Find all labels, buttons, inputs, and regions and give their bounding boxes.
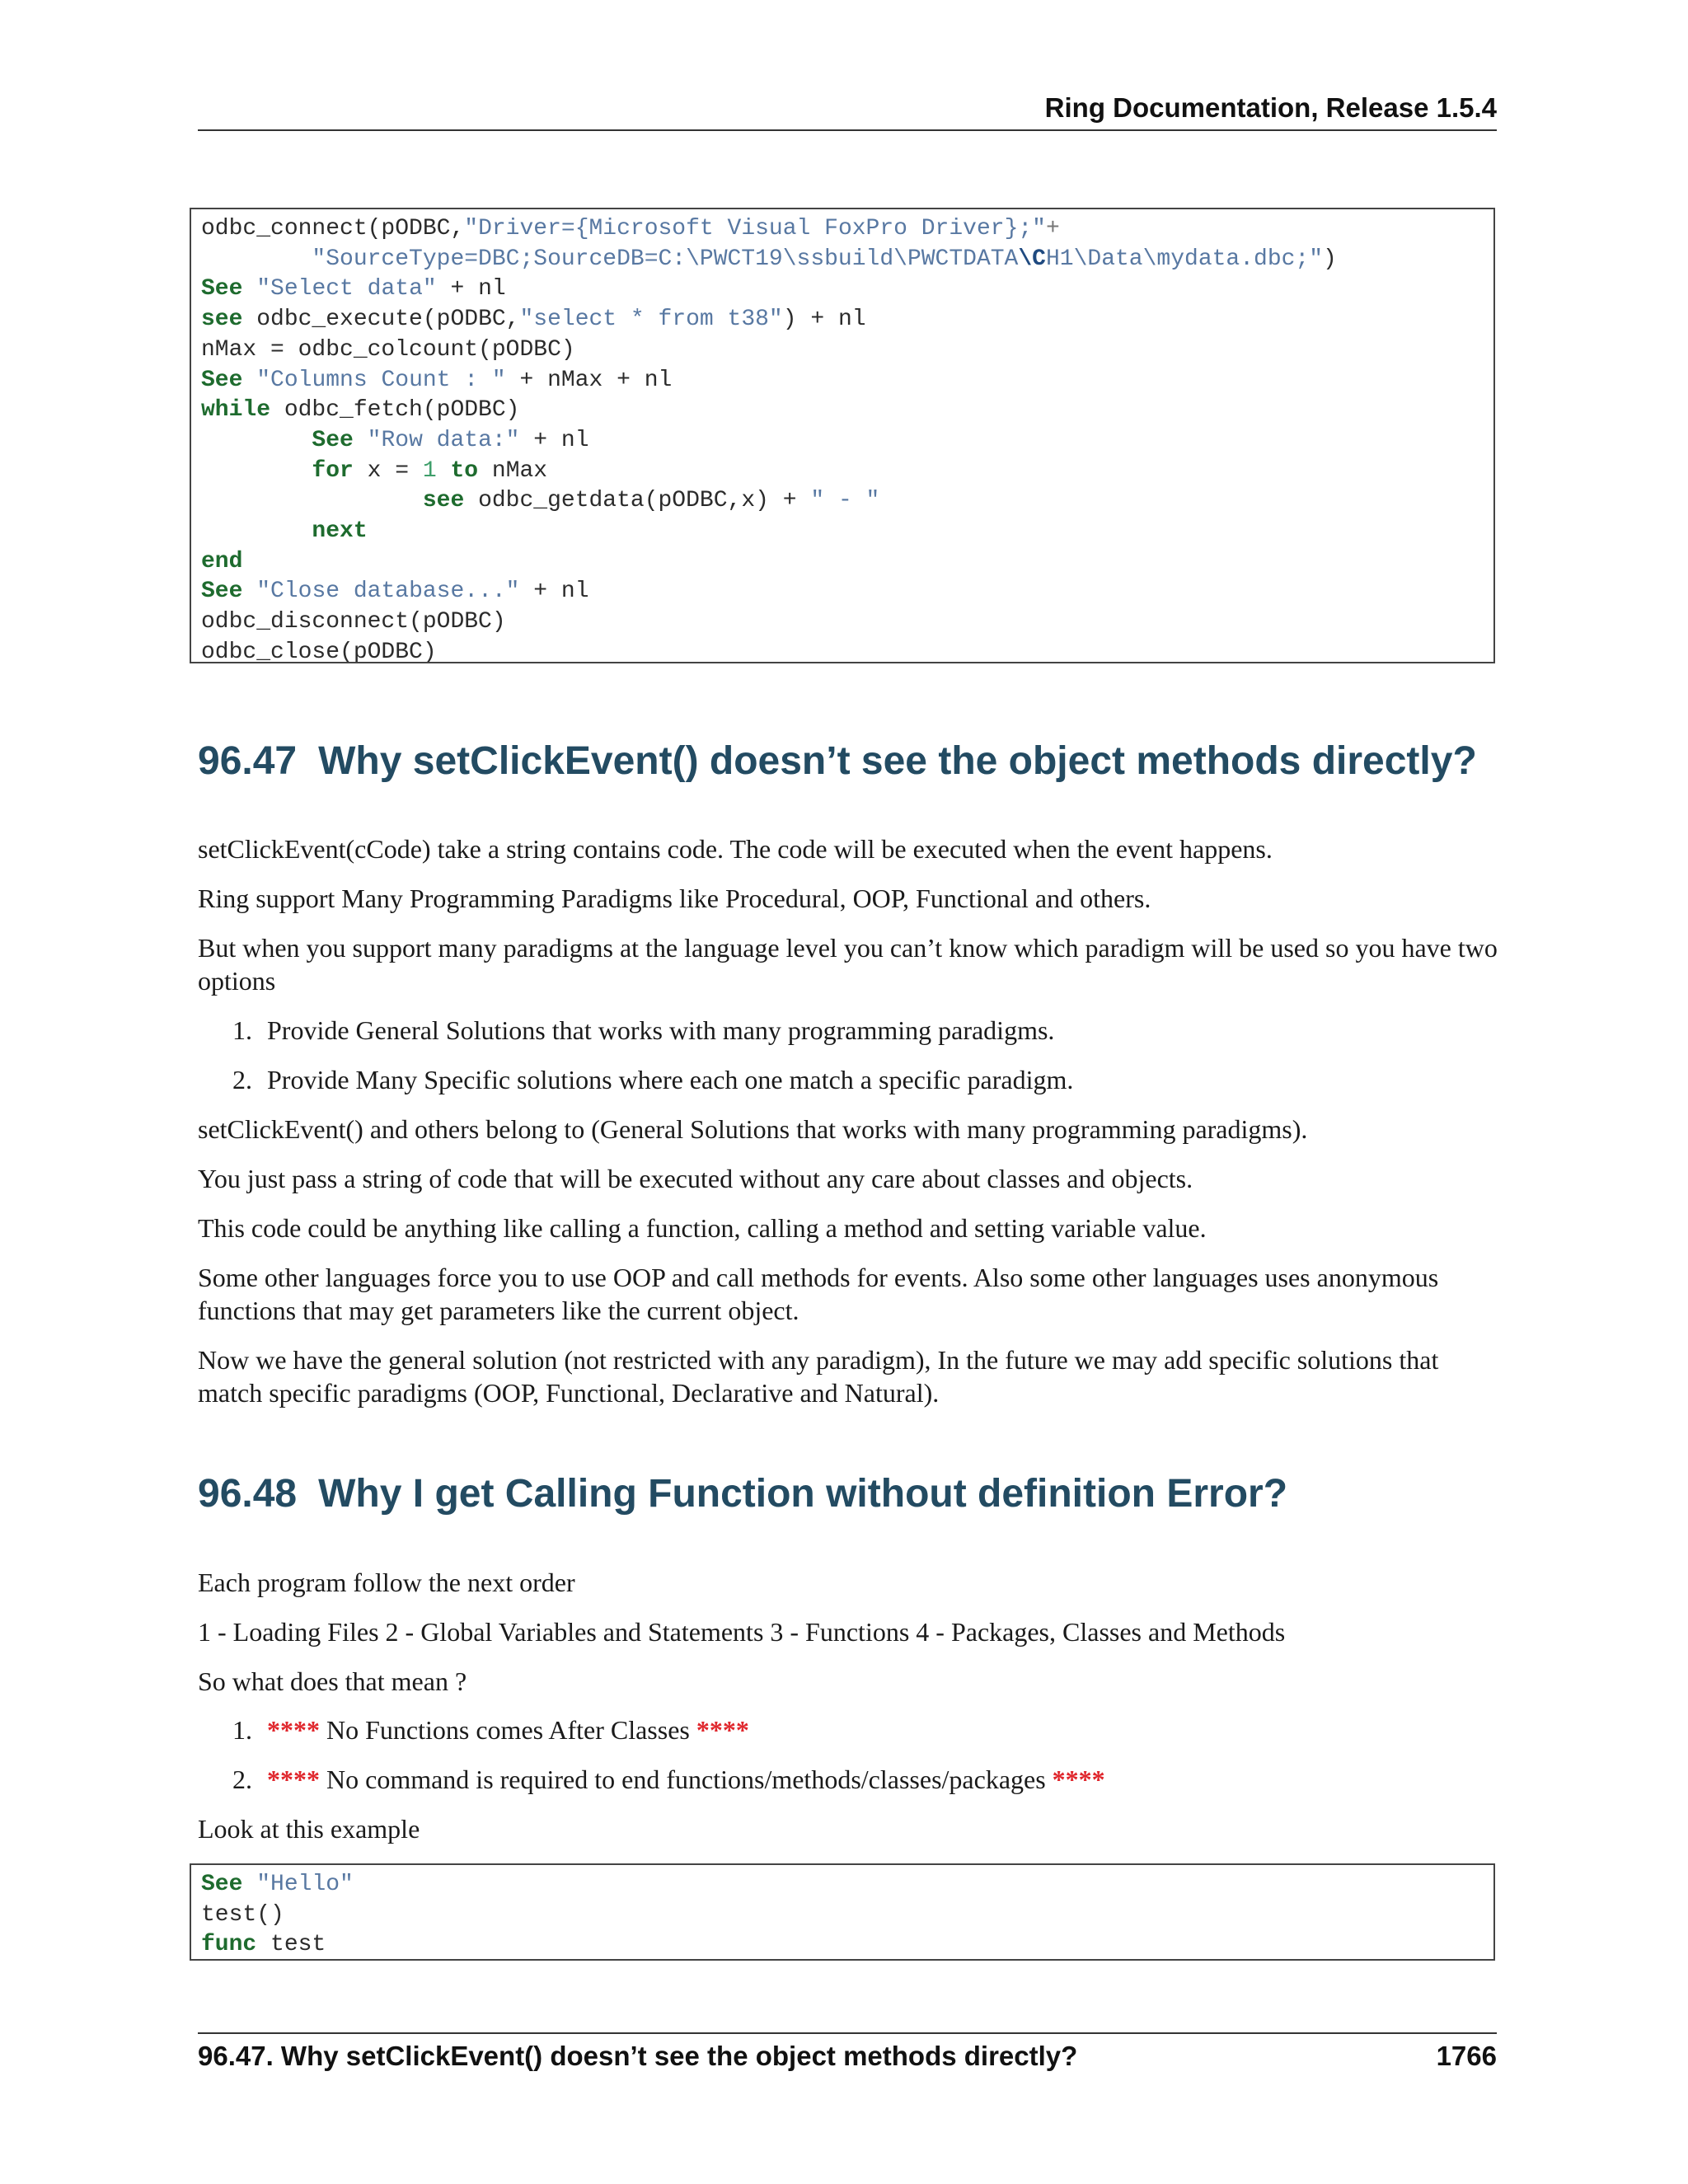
code-line: See "Row data:" + nl [312, 427, 589, 453]
list-item: 2. **** No command is required to end functions/methods/classes/packages **** [232, 1765, 1105, 1794]
paragraph: So what does that mean ? [198, 1666, 467, 1696]
paragraph: This code could be anything like calling a function, calling a method and setting variable value. [198, 1213, 1207, 1243]
code-block-odbc [190, 208, 1495, 663]
paragraph: But when you support many paradigms at the language level you can’t know which paradigm will be used so you have two options [198, 933, 1498, 996]
code-line: see odbc_getdata(pODBC,x) + " - " [422, 488, 880, 514]
running-header: Ring Documentation, Release 1.5.4 [1044, 92, 1497, 123]
code-block-example [190, 1863, 1495, 1961]
code-line: See "Columns Count : " + nMax + nl [201, 367, 673, 393]
paragraph: setClickEvent() and others belong to (General Solutions that works with many programming paradigms). [198, 1114, 1308, 1144]
code-line: end [201, 548, 243, 574]
code-line: See "Select data" + nl [201, 276, 506, 302]
page-footer [198, 2041, 1497, 2072]
section-heading-96-48 [198, 1471, 1287, 1516]
code-line: nMax = odbc_colcount(pODBC) [201, 336, 575, 363]
code-line: while odbc_fetch(pODBC) [201, 397, 520, 424]
paragraph: Now we have the general solution (not restricted with any paradigm), In the future we may add specific solutions that match specific paradigms (OOP, Functional, Declarative and Natural). [198, 1345, 1439, 1408]
page-number: 1766 [1436, 2041, 1497, 2071]
code-line: for x = 1 to nMax [312, 457, 548, 484]
code-line: See "Hello" [201, 1872, 354, 1897]
list-item: 1. **** No Functions comes After Classes **** [232, 1715, 749, 1745]
code-line: next [312, 518, 368, 545]
paragraph: setClickEvent(cCode) take a string contains code. The code will be executed when the event happens. [198, 834, 1273, 864]
list-item: 2. Provide Many Specific solutions where each one match a specific paradigm. [232, 1065, 1074, 1094]
paragraph: 1 - Loading Files 2 - Global Variables and Statements 3 - Functions 4 - Packages, Classes and Methods [198, 1617, 1286, 1647]
section-heading-96-47 [198, 738, 1477, 784]
paragraph: Ring support Many Programming Paradigms like Procedural, OOP, Functional and others. [198, 883, 1151, 913]
section-number: 96.48 [198, 1472, 298, 1516]
code-line: odbc_connect(pODBC,"Driver={Microsoft Visual FoxPro Driver};"+ [201, 216, 1060, 241]
paragraph: Look at this example [198, 1814, 420, 1844]
code-line: odbc_disconnect(pODBC) [201, 609, 506, 635]
footer-rule [198, 2032, 1497, 2034]
section-number: 96.47 [198, 739, 298, 783]
header-rule [198, 129, 1497, 131]
code-line: odbc_close(pODBC) [201, 639, 437, 663]
code-line: "SourceType=DBC;SourceDB=C:\PWCT19\ssbuild\PWCTDATA\CH1\Data\mydata.dbc;") [312, 246, 1337, 272]
paragraph: Each program follow the next order [198, 1568, 575, 1597]
section-title: Why setClickEvent() doesn’t see the object methods directly? [318, 739, 1477, 783]
paragraph: Some other languages force you to use OOP and call methods for events. Also some other languages uses anonymous functions that may get parameters like the current object. [198, 1263, 1439, 1325]
code-line: see odbc_execute(pODBC,"select * from t38") + nl [201, 307, 866, 333]
section-title: Why I get Calling Function without definition Error? [318, 1472, 1288, 1516]
list-item: 1. Provide General Solutions that works with many programming paradigms. [232, 1015, 1055, 1045]
code-line: See "Close database..." + nl [201, 579, 589, 605]
code-line: func test [201, 1932, 326, 1958]
footer-section-title: 96.47. Why setClickEvent() doesn’t see the object methods directly? [198, 2041, 1078, 2071]
paragraph: You just pass a string of code that will be executed without any care about classes and objects. [198, 1164, 1193, 1193]
code-line: test() [201, 1901, 284, 1928]
